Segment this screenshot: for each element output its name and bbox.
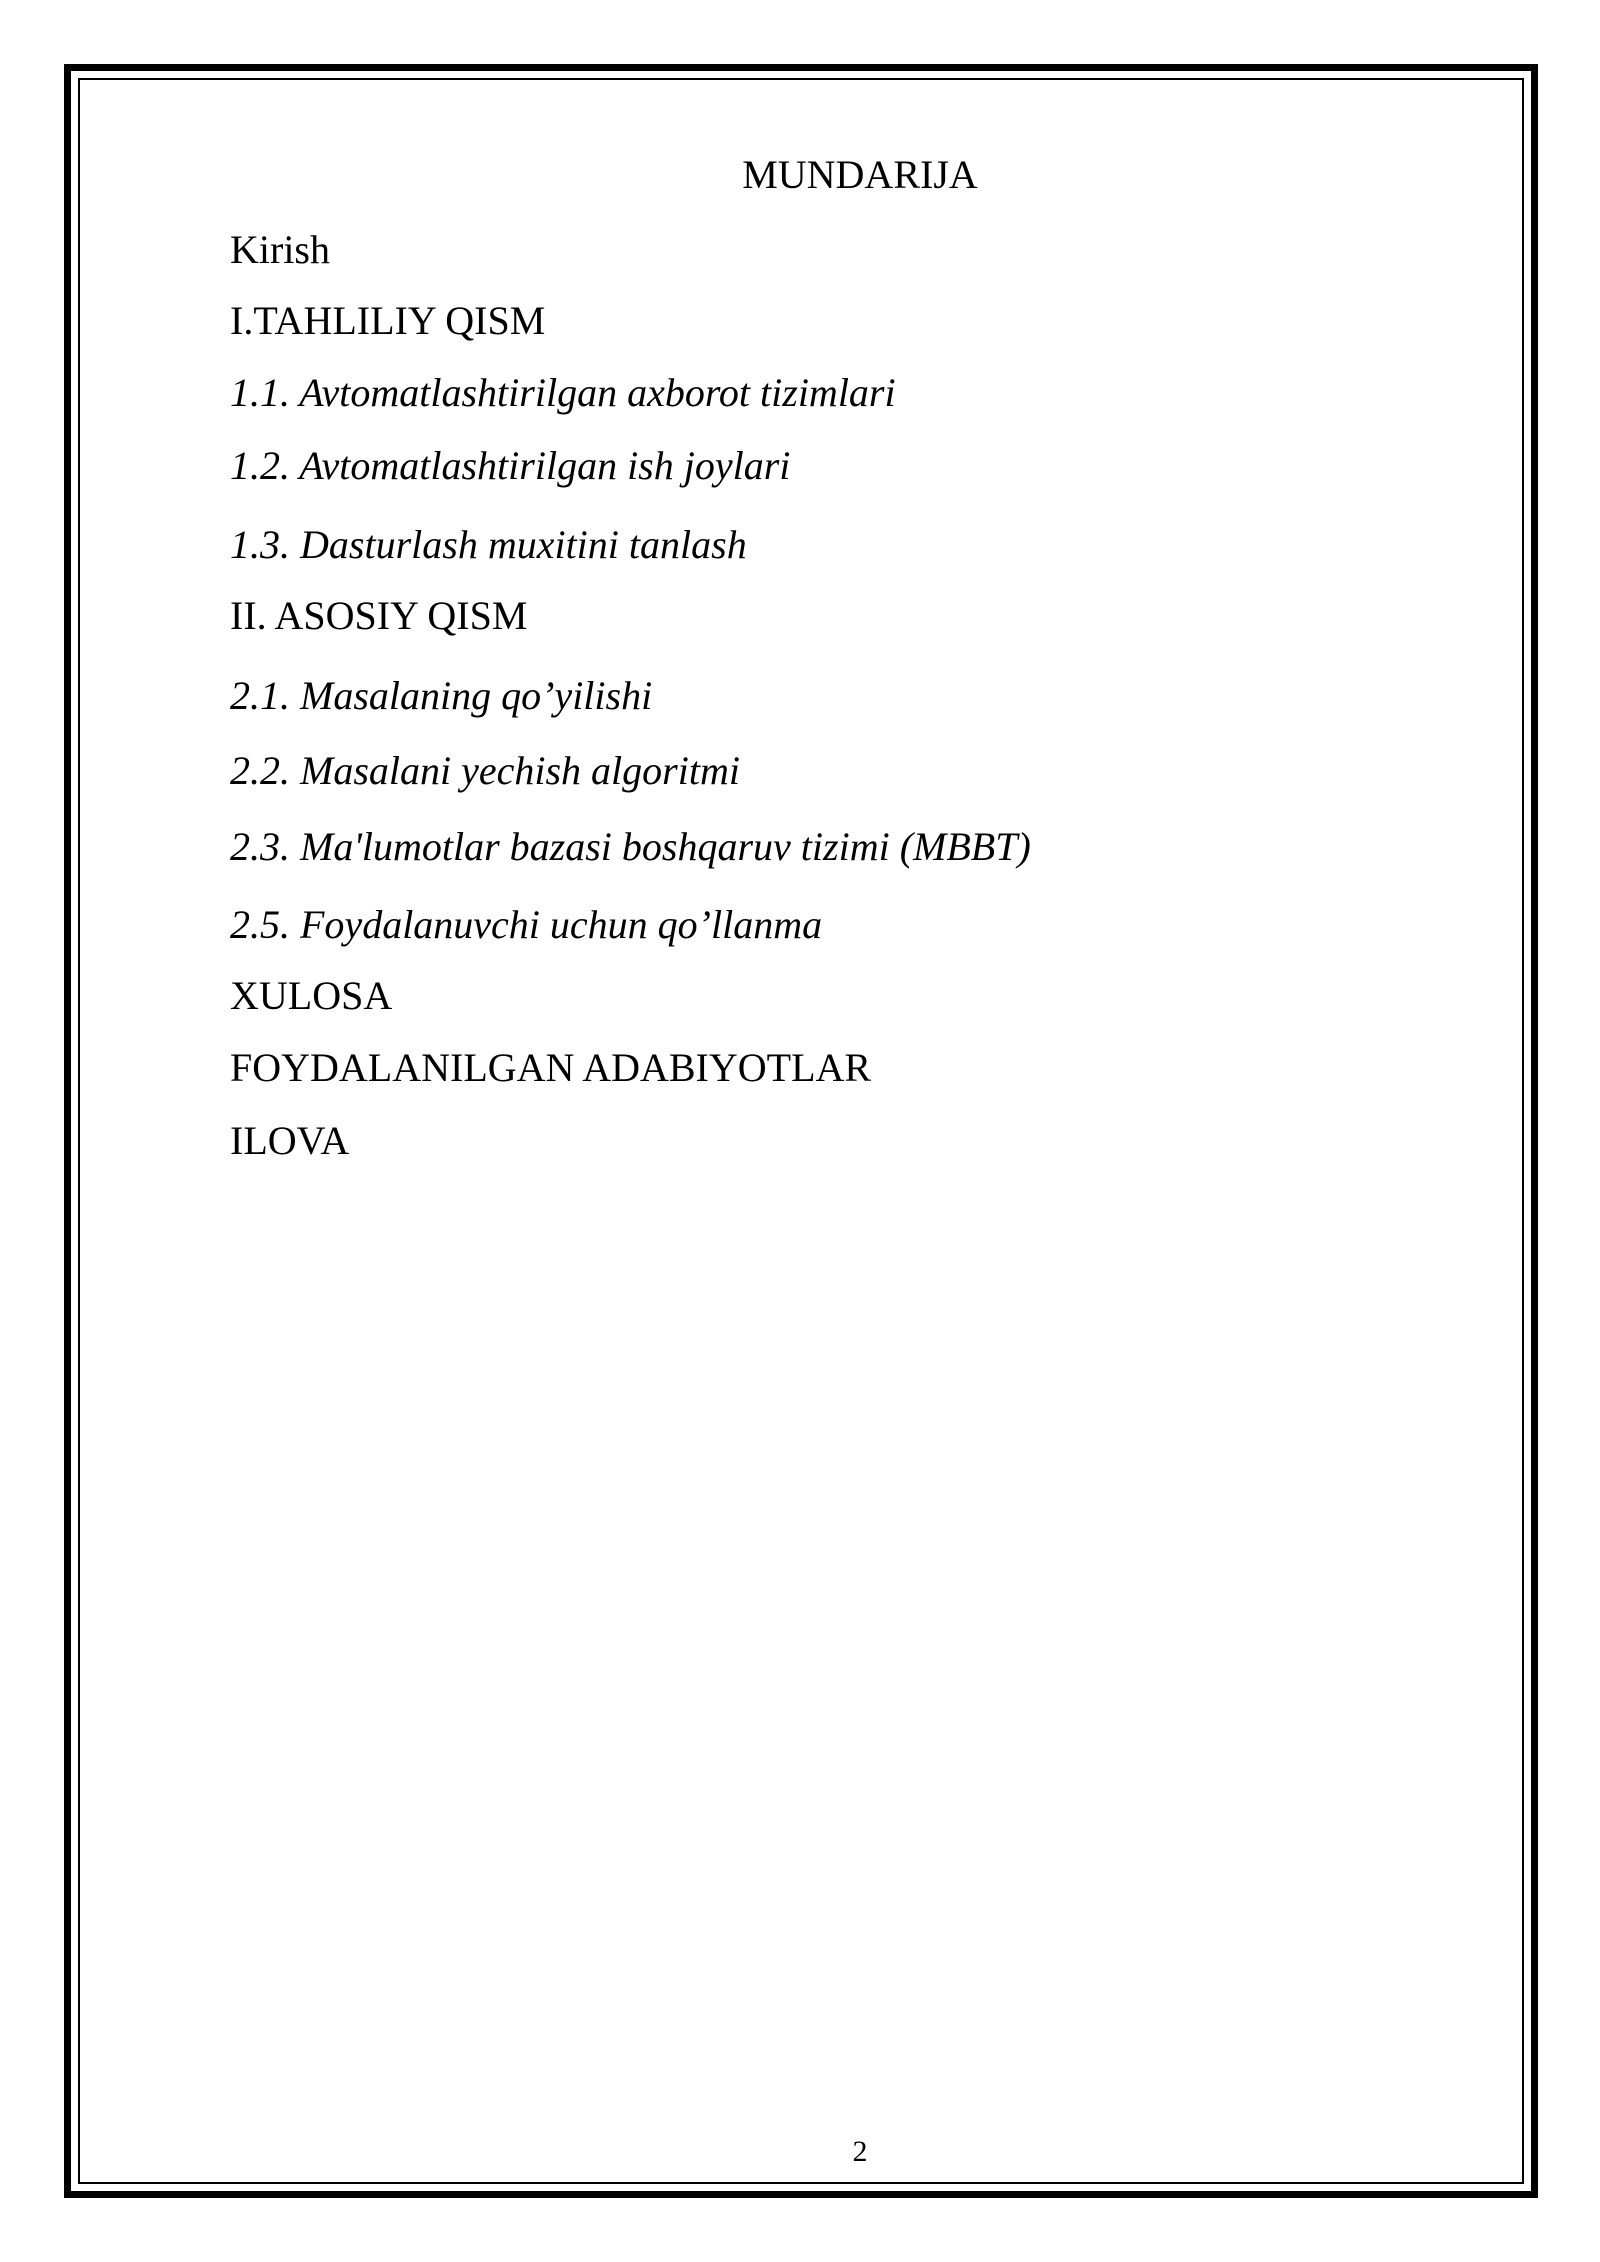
page-number: 2 [852,2135,868,2168]
toc-item-1-1: 1.1. Avtomatlashtirilgan axborot tizimlari [230,370,896,415]
toc-item-adabiyotlar: FOYDALANILGAN ADABIYOTLAR [230,1045,872,1090]
toc-item-2-1: 2.1. Masalaning qo’yilishi [230,673,653,718]
toc-item-1-3: 1.3. Dasturlash muxitini tanlash [230,522,747,567]
toc-item-2-2: 2.2. Masalani yechish algoritmi [230,748,740,793]
toc-item-tahliliy-qism: I.TAHLILIY QISM [230,298,546,343]
toc-item-1-2: 1.2. Avtomatlashtirilgan ish joylari [230,443,791,488]
toc-item-asosiy-qism: II. ASOSIY QISM [230,593,528,638]
toc-title: MUNDARIJA [742,152,978,197]
toc-item-2-5: 2.5. Foydalanuvchi uchun qo’llanma [230,902,823,947]
toc-item-xulosa: XULOSA [230,973,393,1018]
toc-item-kirish: Kirish [230,227,330,272]
toc-item-ilova: ILOVA [230,1118,350,1163]
toc-item-2-3: 2.3. Ma'lumotlar bazasi boshqaruv tizimi (MBBT) [230,824,1031,869]
